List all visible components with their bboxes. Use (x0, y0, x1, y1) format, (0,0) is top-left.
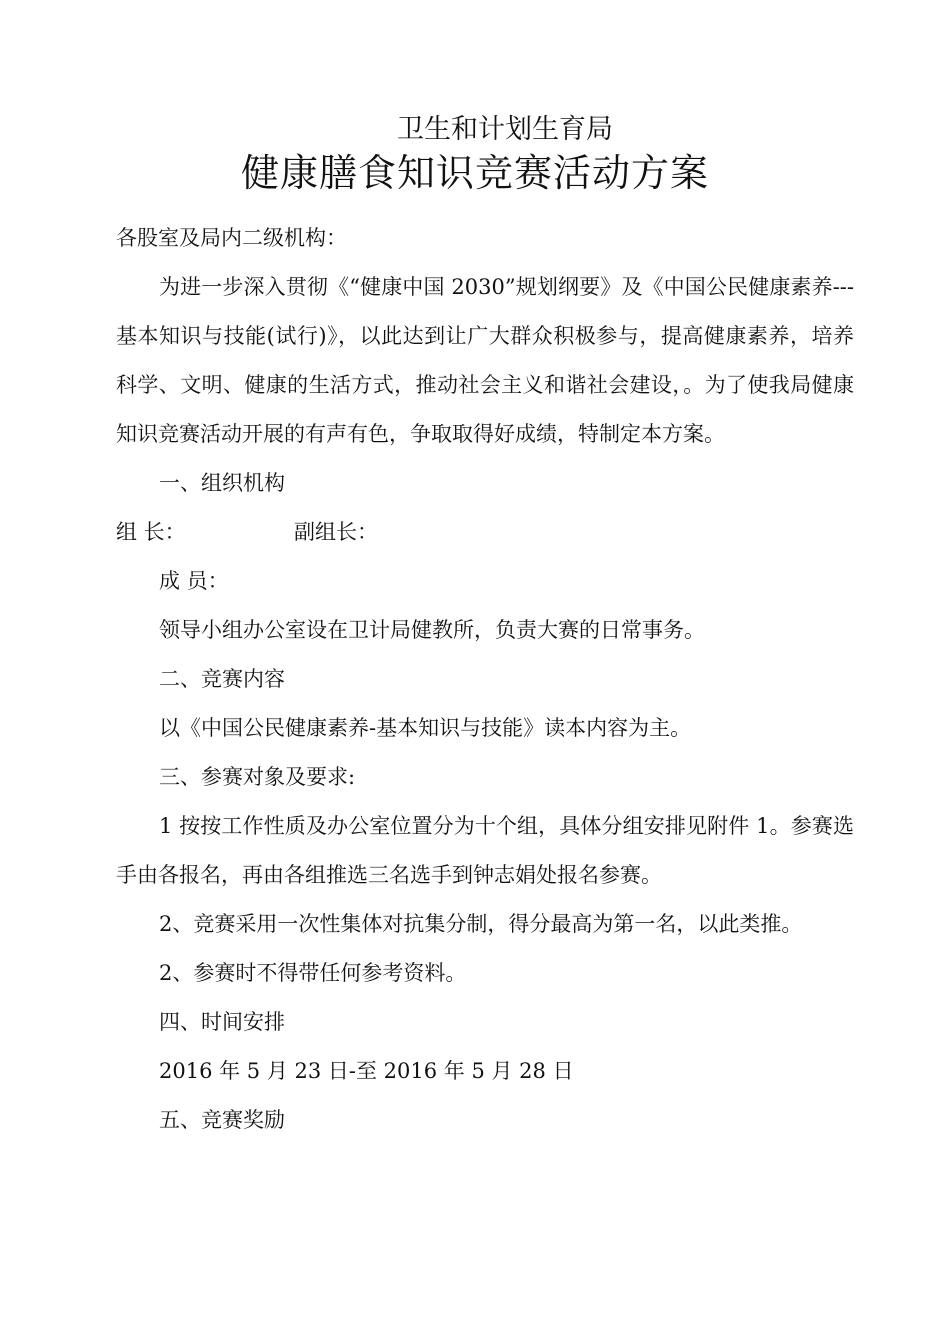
leader-row (116, 508, 854, 557)
section-heading-content: 二、竞赛内容 (159, 667, 285, 691)
section-heading-awards: 五、竞赛奖励 (159, 1108, 285, 1132)
office-note: 领导小组办公室设在卫计局健教所，负责大赛的日常事务。 (159, 618, 705, 642)
schedule-dates: 2016 年 5 月 23 日-至 2016 年 5 月 28 日 (159, 1059, 574, 1083)
document-title: 健康膳食知识竞赛活动方案 (240, 151, 709, 195)
section-heading-organization: 一、组织机构 (159, 471, 285, 495)
document-body (116, 214, 854, 1145)
salutation: 各股室及局内二级机构： (116, 226, 347, 250)
leader-label: 组 长： (116, 520, 186, 544)
deputy-leader-label: 副组长： (294, 520, 378, 544)
requirement-item-2: 2、竞赛采用一次性集体对抗集分制，得分最高为第一名，以此类推。 (159, 912, 803, 936)
section-heading-schedule: 四、时间安排 (159, 1010, 285, 1034)
requirement-item-3: 2、参赛时不得带任何参考资料。 (159, 961, 467, 985)
content-description: 以《中国公民健康素养-基本知识与技能》读本内容为主。 (159, 716, 692, 740)
requirement-item-1: 1 按按工作性质及办公室位置分为十个组，具体分组安排见附件 1。参赛选手由各报名，再由各组推选三名选手到钟志娟处报名参赛。 (116, 814, 854, 887)
organization-title: 卫生和计划生育局 (397, 114, 613, 145)
intro-paragraph: 为进一步深入贯彻《“健康中国 2030”规划纲要》及《中国公民健康素养---基本知识与技能(试行)》，以此达到让广大群众积极参与，提高健康素养，培养科学、文明、健康的生活方式，推动社会主义和谐社会建设，。为了使我局健康知识竞赛活动开展的有声有色，争取取得好成绩，特制定本方案。 (116, 275, 854, 446)
members-label: 成 员： (159, 569, 229, 593)
section-heading-participants: 三、参赛对象及要求: (159, 765, 356, 789)
